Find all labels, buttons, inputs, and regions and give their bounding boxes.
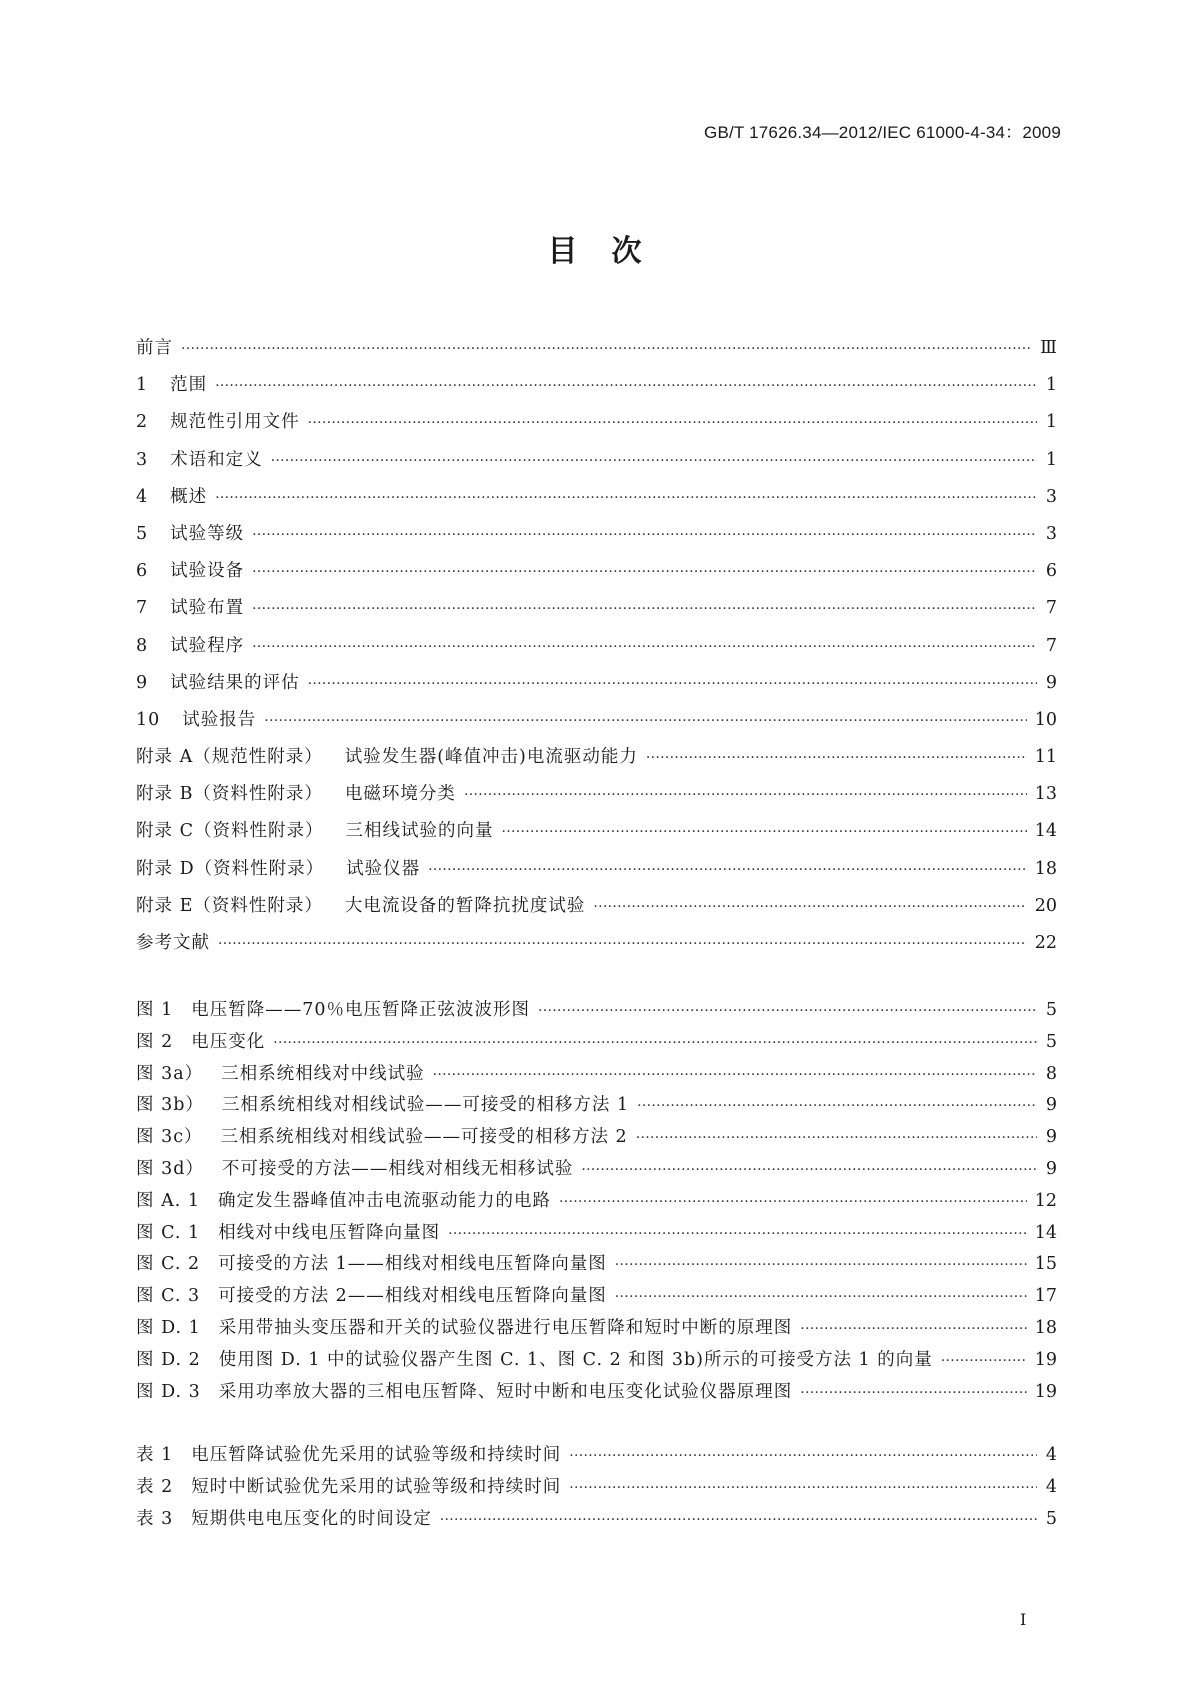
toc-entry-number: 图 C. 2 xyxy=(136,1254,201,1275)
toc-entry-title: 试验布置 xyxy=(170,598,245,619)
toc-entry-label xyxy=(136,334,173,359)
dot-leader xyxy=(800,1385,1026,1401)
toc-entry-page: 7 xyxy=(1045,598,1057,619)
toc-entry-label xyxy=(136,780,456,805)
toc-entry-number: 图 1 xyxy=(136,1000,174,1020)
toc-entry-label xyxy=(136,1219,440,1244)
toc-entry-number: 图 C. 1 xyxy=(136,1222,201,1243)
toc-entry-page: 5 xyxy=(1045,1031,1057,1052)
dot-leader xyxy=(569,1448,1037,1464)
toc-entry-title: 电压变化 xyxy=(191,1031,266,1052)
toc-entry[interactable] xyxy=(136,1505,1057,1537)
toc-entry[interactable] xyxy=(136,446,1057,483)
toc-entry-label xyxy=(136,996,530,1021)
toc-entry-number: 图 C. 3 xyxy=(136,1286,201,1307)
dot-leader xyxy=(252,564,1037,580)
toc-entry-number: 表 2 xyxy=(136,1476,174,1497)
toc-entry-page: 22 xyxy=(1034,933,1057,953)
toc-entry-title: 试验等级 xyxy=(170,523,245,544)
toc-entry-page: 1 xyxy=(1045,449,1057,470)
toc-entry-label xyxy=(136,1250,607,1275)
dot-leader xyxy=(433,1067,1037,1083)
toc-entry-title: 试验设备 xyxy=(170,561,245,582)
toc-entry-label xyxy=(136,1473,561,1498)
toc-entry-page: 1 xyxy=(1045,412,1057,433)
dot-leader xyxy=(218,936,1027,952)
toc-entry-label xyxy=(136,594,244,619)
toc-entry[interactable] xyxy=(136,817,1057,854)
toc-entry-title: 范围 xyxy=(170,375,208,396)
toc-entry[interactable] xyxy=(136,1250,1057,1282)
toc-entry-page: 14 xyxy=(1034,1222,1057,1243)
toc-entry-label xyxy=(136,855,420,880)
toc-entry-title: 可接受的方法 2——相线对相线电压暂降向量图 xyxy=(218,1286,607,1307)
toc-entry-title: 试验程序 xyxy=(170,635,245,656)
toc-entry[interactable] xyxy=(136,892,1057,929)
footer-page-number: Ⅰ xyxy=(1020,1610,1027,1629)
toc-entry-number: 附录 E（资料性附录） xyxy=(136,895,323,916)
toc-entry-page: 17 xyxy=(1034,1286,1057,1307)
toc-entry-label xyxy=(136,743,638,768)
toc-entry[interactable] xyxy=(136,669,1057,706)
toc-entry-title: 三相系统相线对中线试验 xyxy=(221,1063,425,1084)
toc-entry[interactable] xyxy=(136,1187,1057,1219)
toc-entry[interactable] xyxy=(136,1473,1057,1505)
toc-entry-title: 规范性引用文件 xyxy=(170,412,300,433)
toc-entry-page: 19 xyxy=(1034,1381,1057,1402)
toc-entry-number: 2 xyxy=(136,412,149,433)
toc-entry-label xyxy=(136,892,585,917)
toc-entry-title: 三相线试验的向量 xyxy=(345,821,494,842)
toc-entry[interactable] xyxy=(136,1282,1057,1314)
toc-entry-page: 9 xyxy=(1045,1158,1057,1179)
toc-entry-number: 图 3a） xyxy=(136,1063,204,1084)
toc-entry-page: 18 xyxy=(1034,858,1057,879)
toc-entry-label xyxy=(136,632,244,657)
toc-entry-title: 试验结果的评估 xyxy=(170,672,300,693)
dot-leader xyxy=(593,899,1026,915)
toc-entry-number: 6 xyxy=(136,561,149,582)
toc-entry-page: 20 xyxy=(1034,895,1057,916)
dot-leader xyxy=(581,1162,1037,1178)
toc-entry-label xyxy=(136,1441,561,1466)
dot-leader xyxy=(271,453,1037,469)
toc-entry-title: 前言 xyxy=(136,338,173,358)
dot-leader xyxy=(308,676,1037,692)
toc-entry-page: 8 xyxy=(1045,1063,1057,1084)
toc-entry-label xyxy=(136,1028,265,1053)
toc-entry-label xyxy=(136,1378,792,1403)
toc-entry-title: 电压暂降——70％电压暂降正弦波波形图 xyxy=(191,1000,530,1020)
toc-figures-list xyxy=(136,996,1057,1409)
toc-entry-title: 参考文献 xyxy=(136,933,210,953)
toc-entry[interactable] xyxy=(136,1155,1057,1187)
toc-entry-label xyxy=(136,371,207,396)
toc-entry-title: 试验发生器(峰值冲击)电流驱动能力 xyxy=(344,747,638,768)
dot-leader xyxy=(501,824,1026,840)
toc-entry[interactable] xyxy=(136,1028,1057,1060)
toc-entry[interactable] xyxy=(136,1060,1057,1092)
dot-leader xyxy=(615,1257,1027,1273)
toc-entry-number: 图 D. 3 xyxy=(136,1381,201,1402)
toc-entry-page: 18 xyxy=(1034,1317,1057,1338)
toc-entry-number: 4 xyxy=(136,486,149,507)
dot-leader xyxy=(215,490,1037,506)
dot-leader xyxy=(646,750,1027,766)
toc-entry[interactable] xyxy=(136,706,1057,743)
dot-leader xyxy=(615,1289,1027,1305)
toc-entry-page: 14 xyxy=(1034,821,1057,842)
dot-leader xyxy=(637,1098,1037,1114)
toc-entry-page: 1 xyxy=(1045,375,1057,396)
toc-entry-number: 附录 B（资料性附录） xyxy=(136,784,323,805)
toc-entry-label xyxy=(136,1282,607,1307)
toc-entry-number: 图 3d） xyxy=(136,1158,204,1179)
toc-entry-title: 电压暂降试验优先采用的试验等级和持续时间 xyxy=(191,1445,562,1465)
toc-entry-title: 术语和定义 xyxy=(170,449,263,470)
toc-entry-title: 可接受的方法 1——相线对相线电压暂降向量图 xyxy=(218,1254,607,1275)
toc-entry-number: 7 xyxy=(136,598,149,619)
toc-entry-label xyxy=(136,929,210,954)
toc-entry[interactable] xyxy=(136,1219,1057,1251)
toc-entry-page: 4 xyxy=(1045,1476,1057,1497)
toc-entry-number: 10 xyxy=(136,709,161,730)
dot-leader xyxy=(273,1035,1037,1051)
toc-entry-title: 试验仪器 xyxy=(346,858,421,879)
toc-entry[interactable] xyxy=(136,1441,1057,1473)
toc-entry-page: 19 xyxy=(1034,1349,1057,1370)
toc-entry[interactable] xyxy=(136,996,1057,1028)
toc-entry-number: 图 2 xyxy=(136,1031,174,1052)
toc-entry-label xyxy=(136,520,244,545)
dot-leader xyxy=(559,1194,1027,1210)
toc-entry-page: 9 xyxy=(1045,1127,1057,1148)
toc-entry-page: 9 xyxy=(1045,1095,1057,1116)
dot-leader xyxy=(538,1003,1037,1019)
toc-entry-page: 11 xyxy=(1034,747,1057,768)
toc-entry-title: 试验报告 xyxy=(182,709,257,730)
toc-entry-label xyxy=(136,1187,551,1212)
toc-entry-number: 图 3c） xyxy=(136,1127,203,1148)
dot-leader xyxy=(440,1512,1037,1528)
dot-leader xyxy=(181,341,1032,357)
toc-entry[interactable] xyxy=(136,520,1057,557)
toc-entry[interactable] xyxy=(136,1091,1057,1123)
toc-entry-label xyxy=(136,1346,933,1371)
toc-entry[interactable] xyxy=(136,1314,1057,1346)
toc-entry-page: 9 xyxy=(1045,672,1057,693)
page-title: 目 次 xyxy=(547,234,644,269)
dot-leader xyxy=(636,1130,1037,1146)
dot-leader xyxy=(252,527,1037,543)
toc-entry-label xyxy=(136,1060,425,1085)
toc-entry[interactable] xyxy=(136,632,1057,669)
toc-entry-page: 5 xyxy=(1045,1000,1057,1020)
toc-entry-number: 附录 A（规范性附录） xyxy=(136,747,323,768)
toc-entry-title: 确定发生器峰值冲击电流驱动能力的电路 xyxy=(217,1190,551,1211)
toc-entry-label xyxy=(136,557,244,582)
toc-entry[interactable] xyxy=(136,1123,1057,1155)
toc-entry-page: 5 xyxy=(1045,1508,1057,1529)
toc-entry-number: 图 D. 1 xyxy=(136,1317,201,1338)
toc-entry-title: 大电流设备的暂降抗扰度试验 xyxy=(344,895,586,916)
toc-entry-title: 采用带抽头变压器和开关的试验仪器进行电压暂降和短时中断的原理图 xyxy=(218,1317,793,1338)
toc-entry-number: 图 D. 2 xyxy=(136,1349,201,1370)
toc-entry-number: 8 xyxy=(136,635,149,656)
toc-entry-label xyxy=(136,817,493,842)
dot-leader xyxy=(252,639,1037,655)
toc-entry-page: 3 xyxy=(1045,486,1057,507)
standard-code: GB/T 17626.34—2012/IEC 61000-4-34：2009 xyxy=(704,123,1061,142)
toc-entry-label xyxy=(136,669,300,694)
toc-entry-title: 使用图 D. 1 中的试验仪器产生图 C. 1、图 C. 2 和图 3b)所示的可接受方法 1 的向量 xyxy=(218,1349,933,1370)
toc-entry-label xyxy=(136,1505,432,1530)
toc-entry[interactable] xyxy=(136,594,1057,631)
toc-entry-label xyxy=(136,1155,573,1180)
dot-leader xyxy=(215,378,1037,394)
toc-main-list xyxy=(136,334,1057,966)
toc-entry-label xyxy=(136,1123,628,1148)
dot-leader xyxy=(569,1480,1037,1496)
toc-entry-title: 短时中断试验优先采用的试验等级和持续时间 xyxy=(191,1476,562,1497)
toc-entry-number: 1 xyxy=(136,375,149,396)
dot-leader xyxy=(464,787,1027,803)
toc-entry-page: 12 xyxy=(1034,1190,1057,1211)
toc-entry-title: 三相系统相线对相线试验——可接受的相移方法 2 xyxy=(220,1127,628,1148)
toc-entry-title: 三相系统相线对相线试验——可接受的相移方法 1 xyxy=(221,1095,630,1116)
toc-entry-title: 短期供电电压变化的时间设定 xyxy=(191,1508,432,1529)
toc-entry[interactable] xyxy=(136,1378,1057,1410)
toc-entry-number: 3 xyxy=(136,449,149,470)
toc-entry-label xyxy=(136,706,256,731)
toc-entry-label xyxy=(136,408,300,433)
toc-entry[interactable] xyxy=(136,483,1057,520)
toc-entry-title: 概述 xyxy=(170,486,208,507)
toc-entry[interactable] xyxy=(136,408,1057,445)
toc-entry-page: 15 xyxy=(1034,1254,1057,1275)
toc-entry-page: 4 xyxy=(1045,1445,1057,1465)
toc-entry-label xyxy=(136,483,207,508)
toc-entry-number: 附录 C（资料性附录） xyxy=(136,821,324,842)
toc-tables-list xyxy=(136,1441,1057,1536)
toc-entry[interactable] xyxy=(136,855,1057,892)
dot-leader xyxy=(308,415,1037,431)
toc-entry-label xyxy=(136,1314,792,1339)
toc-entry-page: 6 xyxy=(1045,561,1057,582)
dot-leader xyxy=(252,601,1037,617)
toc-entry[interactable] xyxy=(136,1346,1057,1378)
toc-entry-number: 图 3b） xyxy=(136,1095,204,1116)
toc-entry[interactable] xyxy=(136,557,1057,594)
toc-entry-number: 9 xyxy=(136,672,149,693)
toc-entry[interactable] xyxy=(136,743,1057,780)
toc-entry-title: 不可接受的方法——相线对相线无相移试验 xyxy=(221,1158,574,1179)
toc-entry-page: 7 xyxy=(1045,635,1057,656)
dot-leader xyxy=(941,1353,1027,1369)
toc-entry[interactable] xyxy=(136,334,1057,371)
toc-entry-number: 表 1 xyxy=(136,1445,174,1465)
toc-entry-number: 表 3 xyxy=(136,1508,174,1529)
toc-entry-page: 3 xyxy=(1045,523,1057,544)
toc-entry-label xyxy=(136,1091,629,1116)
toc-entry-number: 图 A. 1 xyxy=(136,1190,200,1211)
toc-entry[interactable] xyxy=(136,371,1057,408)
toc-entry-number: 5 xyxy=(136,523,149,544)
toc-entry-page: Ⅲ xyxy=(1040,338,1057,358)
dot-leader xyxy=(448,1226,1027,1242)
toc-entry-label xyxy=(136,446,263,471)
dot-leader xyxy=(428,862,1027,878)
toc-entry-page: 10 xyxy=(1034,709,1057,730)
toc-entry[interactable] xyxy=(136,780,1057,817)
toc-entry-title: 电磁环境分类 xyxy=(344,784,456,805)
toc-entry-title: 相线对中线电压暂降向量图 xyxy=(218,1222,441,1243)
dot-leader xyxy=(800,1321,1026,1337)
toc-entry[interactable] xyxy=(136,929,1057,966)
toc-entry-page: 13 xyxy=(1034,784,1057,805)
toc-entry-title: 采用功率放大器的三相电压暂降、短时中断和电压变化试验仪器原理图 xyxy=(218,1381,793,1402)
toc-entry-number: 附录 D（资料性附录） xyxy=(136,858,325,879)
dot-leader xyxy=(264,713,1026,729)
